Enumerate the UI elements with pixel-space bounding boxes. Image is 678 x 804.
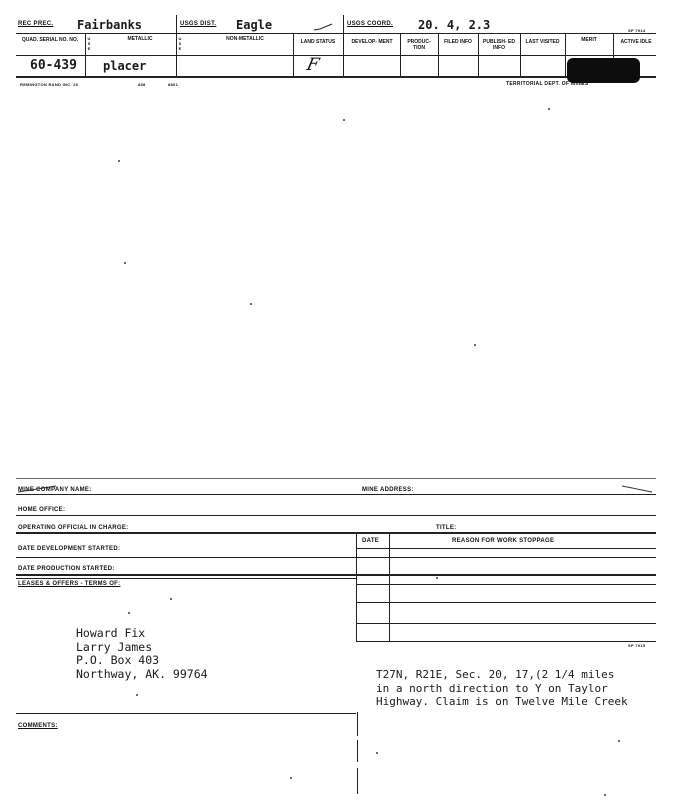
usgs-dist-label: USGS DIST. xyxy=(180,21,217,27)
speck xyxy=(474,344,476,346)
rule xyxy=(356,548,656,549)
form-number: SP 7915 xyxy=(628,643,646,648)
divider xyxy=(565,33,566,76)
rule xyxy=(356,641,656,642)
check-mark-icon xyxy=(312,22,334,32)
rec-prec-value: Fairbanks xyxy=(77,18,143,32)
speck xyxy=(604,794,606,796)
leases-label: LEASES & OFFERS - TERMS OF: xyxy=(18,581,121,587)
divider xyxy=(357,712,358,736)
use-right-header: U S E xyxy=(178,36,182,51)
merit-header: MERIT xyxy=(581,37,597,43)
metallic-header: METALLIC xyxy=(127,36,153,42)
divider xyxy=(438,33,439,76)
operating-official-label: OPERATING OFFICIAL IN CHARGE: xyxy=(18,525,129,531)
speck xyxy=(618,740,620,742)
non-metallic-header: NON-METALLIC xyxy=(226,36,264,42)
speck xyxy=(128,612,130,614)
speck xyxy=(436,577,438,579)
owner-line: Howard Fix xyxy=(76,626,146,640)
divider xyxy=(400,33,401,76)
usgs-coord-label: USGS COORD. xyxy=(347,21,393,27)
speck xyxy=(170,598,172,600)
comments-label: COMMENTS: xyxy=(18,723,58,729)
production-header: PRODUC- TION xyxy=(407,39,431,51)
rule xyxy=(16,578,356,579)
rule xyxy=(16,713,356,714)
location-line: Highway. Claim is on Twelve Mile Creek xyxy=(376,695,628,708)
development-header: DEVELOP- MENT xyxy=(351,39,393,45)
date-production-label: DATE PRODUCTION STARTED: xyxy=(18,566,115,572)
redacted-block xyxy=(567,58,640,83)
speck xyxy=(376,752,378,754)
rule xyxy=(356,623,656,624)
quad-serial-header: QUAD. SERIAL NO. NO. xyxy=(21,37,79,43)
divider xyxy=(176,15,177,76)
rule xyxy=(16,33,656,34)
active-idle-header: ACTIVE IDLE xyxy=(620,39,652,45)
rule xyxy=(356,584,656,585)
speck xyxy=(124,262,126,264)
speck xyxy=(118,160,120,162)
location-block xyxy=(376,668,628,709)
speck xyxy=(250,303,252,305)
footer-department: TERRITORIAL DEPT. OF MINES xyxy=(506,81,589,87)
speck xyxy=(548,108,550,110)
metallic-value: placer xyxy=(103,59,147,73)
speck xyxy=(290,777,292,779)
rule xyxy=(16,494,656,495)
divider xyxy=(343,15,344,76)
use-left-header: U S E xyxy=(87,36,91,51)
divider xyxy=(478,33,479,76)
divider xyxy=(520,33,521,76)
divider xyxy=(85,33,86,76)
footer-code: 888 xyxy=(138,82,146,87)
location-line: T27N, R21E, Sec. 20, 17,(2 1/4 miles xyxy=(376,668,615,681)
rule xyxy=(16,557,656,558)
owner-line: P.O. Box 403 xyxy=(76,653,160,667)
published-info-header: PUBLISH- ED INFO xyxy=(483,39,515,51)
divider xyxy=(389,534,390,642)
divider xyxy=(293,33,294,76)
date-header: DATE xyxy=(362,538,380,544)
owner-line: Larry James xyxy=(76,639,153,654)
speck xyxy=(136,694,138,696)
date-development-label: DATE DEVELOPMENT STARTED: xyxy=(18,546,121,552)
divider xyxy=(357,740,358,762)
quad-serial-value: 60-439 xyxy=(30,58,77,73)
usgs-dist-value: Eagle xyxy=(236,18,273,32)
rule xyxy=(356,602,656,603)
land-status-header: LAND STATUS xyxy=(300,39,336,45)
usgs-coord-value: 20. 4, 2.3 xyxy=(418,18,491,32)
mine-address-label: MINE ADDRESS: xyxy=(362,487,414,493)
divider xyxy=(356,534,357,642)
owner-block xyxy=(76,627,208,681)
card-edge xyxy=(16,478,656,494)
home-office-label: HOME OFFICE: xyxy=(18,507,66,513)
last-visited-header: LAST VISITED xyxy=(525,39,560,45)
land-status-value: F xyxy=(304,55,321,75)
footer-printer: REMINGTON RAND INC. 20 xyxy=(20,82,79,87)
rule xyxy=(16,55,656,56)
rule xyxy=(16,532,656,534)
title-label: TITLE: xyxy=(436,525,457,531)
reason-header: REASON FOR WORK STOPPAGE xyxy=(452,538,555,544)
form-number: SP 7914 xyxy=(628,28,646,33)
filed-info-header: FILED INFO xyxy=(444,39,472,45)
footer-code: 8801 xyxy=(168,82,179,87)
rule xyxy=(16,515,656,516)
rec-prec-label: REC PREC. xyxy=(18,21,54,27)
location-line: in a north direction to Y on Taylor xyxy=(376,681,608,695)
owner-line: Northway, AK. 99764 xyxy=(76,666,208,681)
rule xyxy=(16,574,656,576)
rule xyxy=(16,76,656,78)
divider xyxy=(357,768,358,794)
mine-company-label: MINE COMPANY NAME: xyxy=(18,487,92,493)
speck xyxy=(343,119,345,121)
